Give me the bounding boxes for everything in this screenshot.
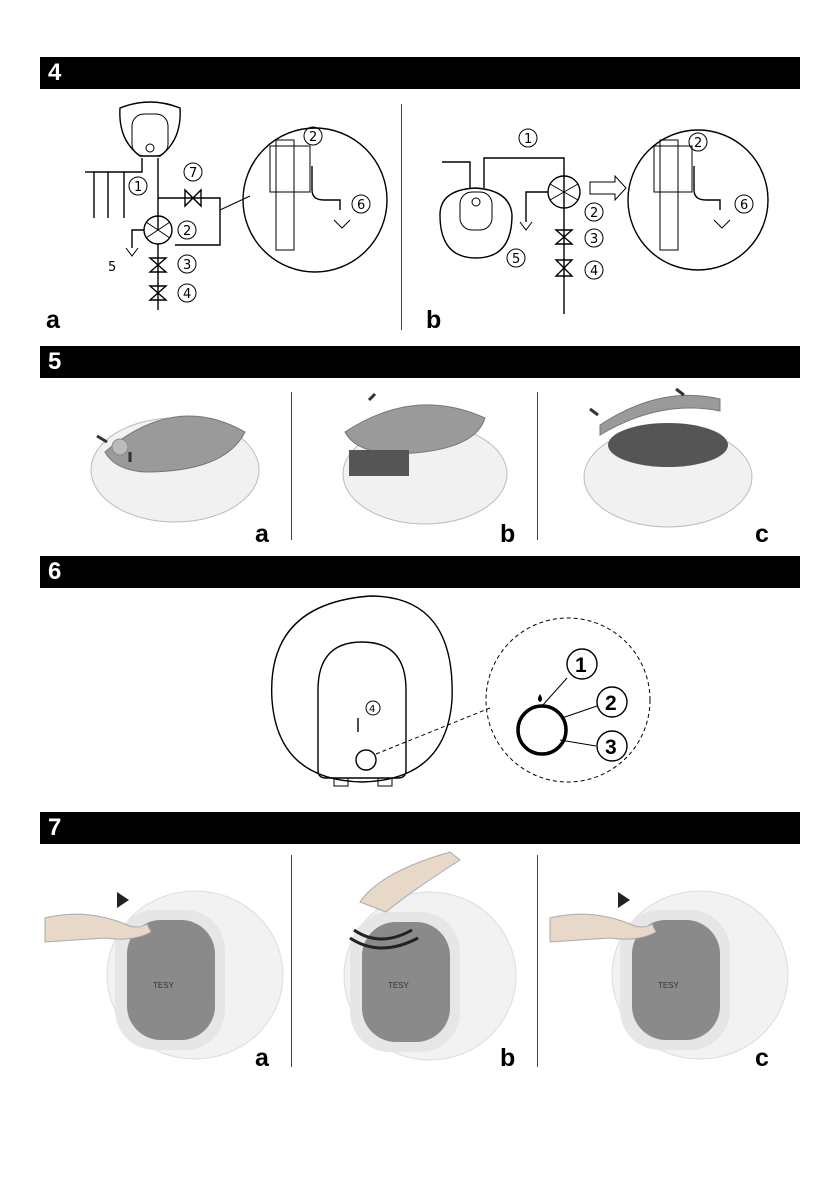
section-6-header xyxy=(40,556,800,588)
fig7a-illustration xyxy=(45,880,285,1065)
fig7c-illustration xyxy=(550,880,790,1065)
panel-label-5a: a xyxy=(255,520,269,548)
fig5a-illustration xyxy=(85,392,260,532)
callout-2: 2 xyxy=(183,224,192,239)
knob-ring xyxy=(518,706,566,754)
heater-front xyxy=(132,114,168,156)
detail-callout-2: 2 xyxy=(605,692,617,715)
fig6-diagram xyxy=(260,590,660,800)
panel-label-5b: b xyxy=(500,520,516,548)
detail-callout-2: 2 xyxy=(309,130,318,145)
fig7b-illustration xyxy=(300,852,530,1064)
detail-callout-3: 3 xyxy=(605,736,617,759)
callout-4: 4 xyxy=(369,704,376,715)
section-7-header xyxy=(40,812,800,844)
brand-label: TESY xyxy=(153,981,174,990)
section-5-header xyxy=(40,346,800,378)
divider xyxy=(291,392,292,540)
panel-label-7b: b xyxy=(500,1044,516,1072)
callout-1: 1 xyxy=(524,132,533,147)
callout-4: 4 xyxy=(590,264,599,279)
fig5c-illustration xyxy=(580,385,755,533)
section-number: 6 xyxy=(48,558,62,585)
section-number: 5 xyxy=(48,348,62,375)
panel-label-7c: c xyxy=(755,1044,769,1072)
brand-label: TESY xyxy=(388,981,409,990)
callout-5: 5 xyxy=(512,252,521,267)
fig5b-illustration xyxy=(335,392,510,532)
section-number: 7 xyxy=(48,814,62,841)
detail-callout-1: 1 xyxy=(575,654,587,677)
panel-label-5c: c xyxy=(755,520,769,548)
callout-5: 5 xyxy=(108,260,117,275)
section-4-header xyxy=(40,57,800,89)
divider xyxy=(537,392,538,540)
section-number: 4 xyxy=(48,59,62,86)
callout-7: 7 xyxy=(189,166,198,181)
panel-label-7a: a xyxy=(255,1044,269,1072)
divider xyxy=(401,104,402,330)
callout-3: 3 xyxy=(590,232,599,247)
fig4a-diagram xyxy=(80,100,390,330)
fig4b-diagram xyxy=(430,100,800,330)
heater-front-panel xyxy=(318,642,406,778)
thermostat-knob xyxy=(356,750,376,770)
callout-6: 6 xyxy=(357,198,366,213)
panel-label-4a: a xyxy=(46,306,60,334)
heater-outline xyxy=(272,596,453,782)
callout-4: 4 xyxy=(183,287,192,302)
brand-label: TESY xyxy=(658,981,679,990)
divider xyxy=(537,855,538,1067)
panel-label-4b: b xyxy=(426,306,442,334)
detail-callout-2: 2 xyxy=(694,136,703,151)
heater-body xyxy=(120,102,180,156)
detail-circle xyxy=(243,128,387,272)
callout-6: 6 xyxy=(740,198,749,213)
divider xyxy=(291,855,292,1067)
callout-2: 2 xyxy=(590,206,599,221)
detail-circle xyxy=(486,618,650,782)
callout-1: 1 xyxy=(134,180,143,195)
callout-3: 3 xyxy=(183,258,192,273)
